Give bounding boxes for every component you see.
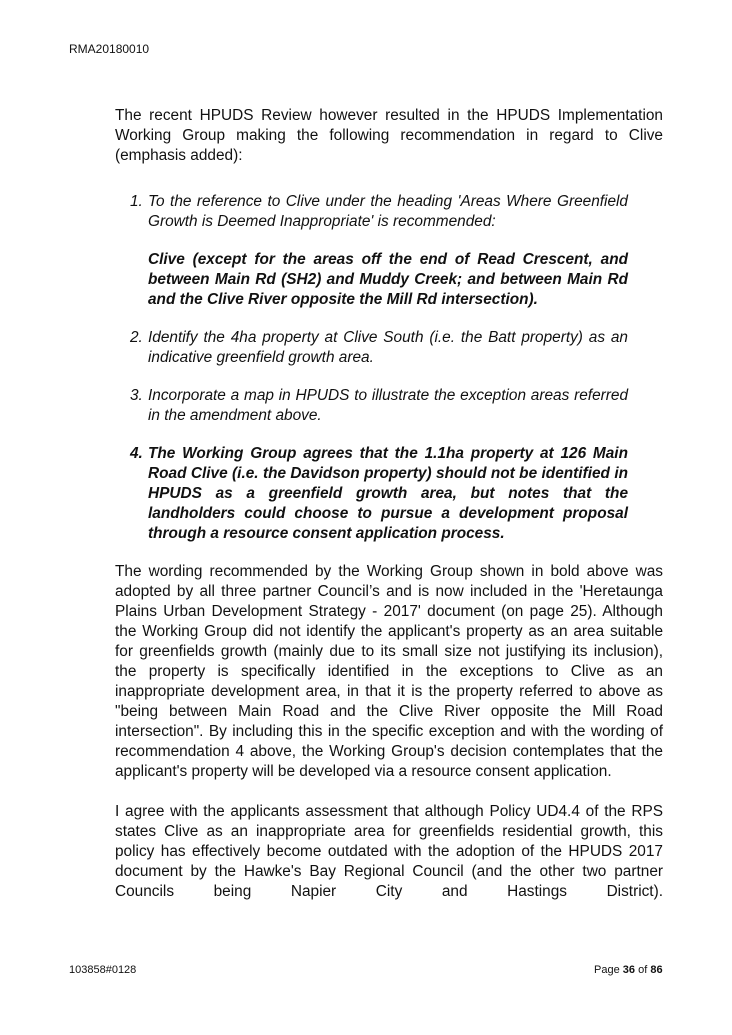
recommendation-number: 1. bbox=[130, 193, 143, 210]
recommendation-item-3 bbox=[115, 386, 663, 426]
recommendation-number: 2. bbox=[130, 329, 143, 346]
recommendation-item-2 bbox=[115, 328, 663, 368]
total-pages: 86 bbox=[650, 964, 663, 976]
page-of-label: of bbox=[638, 964, 648, 976]
page-label: Page bbox=[594, 964, 620, 976]
recommendations-list-continued bbox=[115, 328, 663, 544]
recommendation-text: Identify the 4ha property at Clive South (i.e. the Batt property) as an indicative greenfield growth area. bbox=[148, 329, 628, 366]
working-group-paragraph: The wording recommended by the Working Group shown in bold above was adopted by all three partner Council’s and is now included in the 'Heretaunga Plains Urban Development Strategy - 2017' document (on page 25). Although the Working Group did not identify the applicant's property as an area suitable for greenfields growth (mainly due to its small size not justifying its inclusion), the property is specifically identified in the exceptions to Clive as an inappropriate development area, in that it is the property referred to above as "being between Main Road and the Clive River opposite the Mill Road intersection". By including this in the specific exception and with the wording of recommendation 4 above, the Working Group's decision contemplates that the applicant's property will be developed via a resource consent application. bbox=[115, 563, 663, 780]
recommendations-list bbox=[115, 192, 663, 232]
footer-document-id: 103858#0128 bbox=[69, 964, 137, 976]
recommendation-text: Incorporate a map in HPUDS to illustrate the exception areas referred in the amendment above. bbox=[148, 387, 628, 424]
recommendation-text: To the reference to Clive under the heading 'Areas Where Greenfield Growth is Deemed Inappropriate' is recommended: bbox=[148, 193, 628, 230]
recommendation-number: 3. bbox=[130, 387, 143, 404]
intro-paragraph: The recent HPUDS Review however resulted in the HPUDS Implementation Working Group making the following recommendation in regard to Clive (emphasis added): bbox=[115, 107, 663, 164]
current-page: 36 bbox=[622, 964, 636, 976]
footer-page-number bbox=[594, 964, 663, 976]
assessment-paragraph: I agree with the applicants assessment that although Policy UD4.4 of the RPS states Clive as an inappropriate area for greenfields residential growth, this policy has effectively become outdated with the adoption of the HPUDS 2017 document by the Hawke's Bay Regional Council (and the other two partner Councils being Napier City and Hastings District). bbox=[115, 803, 663, 900]
recommended-wording-quote: Clive (except for the areas off the end of Read Crescent, and between Main Rd (SH2) and Muddy Creek; and between Main Rd and the Clive River opposite the Mill Rd intersection). bbox=[148, 251, 628, 308]
recommendation-text: The Working Group agrees that the 1.1ha property at 126 Main Road Clive (i.e. the Davidson property) should not be identified in HPUDS as a greenfield growth area, but notes that the landholders could choose to pursue a development proposal through a resource consent application process. bbox=[148, 445, 628, 542]
page-content bbox=[115, 106, 663, 902]
recommendation-item-1 bbox=[115, 192, 663, 232]
document-reference: RMA20180010 bbox=[69, 42, 150, 56]
recommendation-number: 4. bbox=[130, 445, 143, 462]
recommendation-item-4 bbox=[115, 444, 663, 544]
